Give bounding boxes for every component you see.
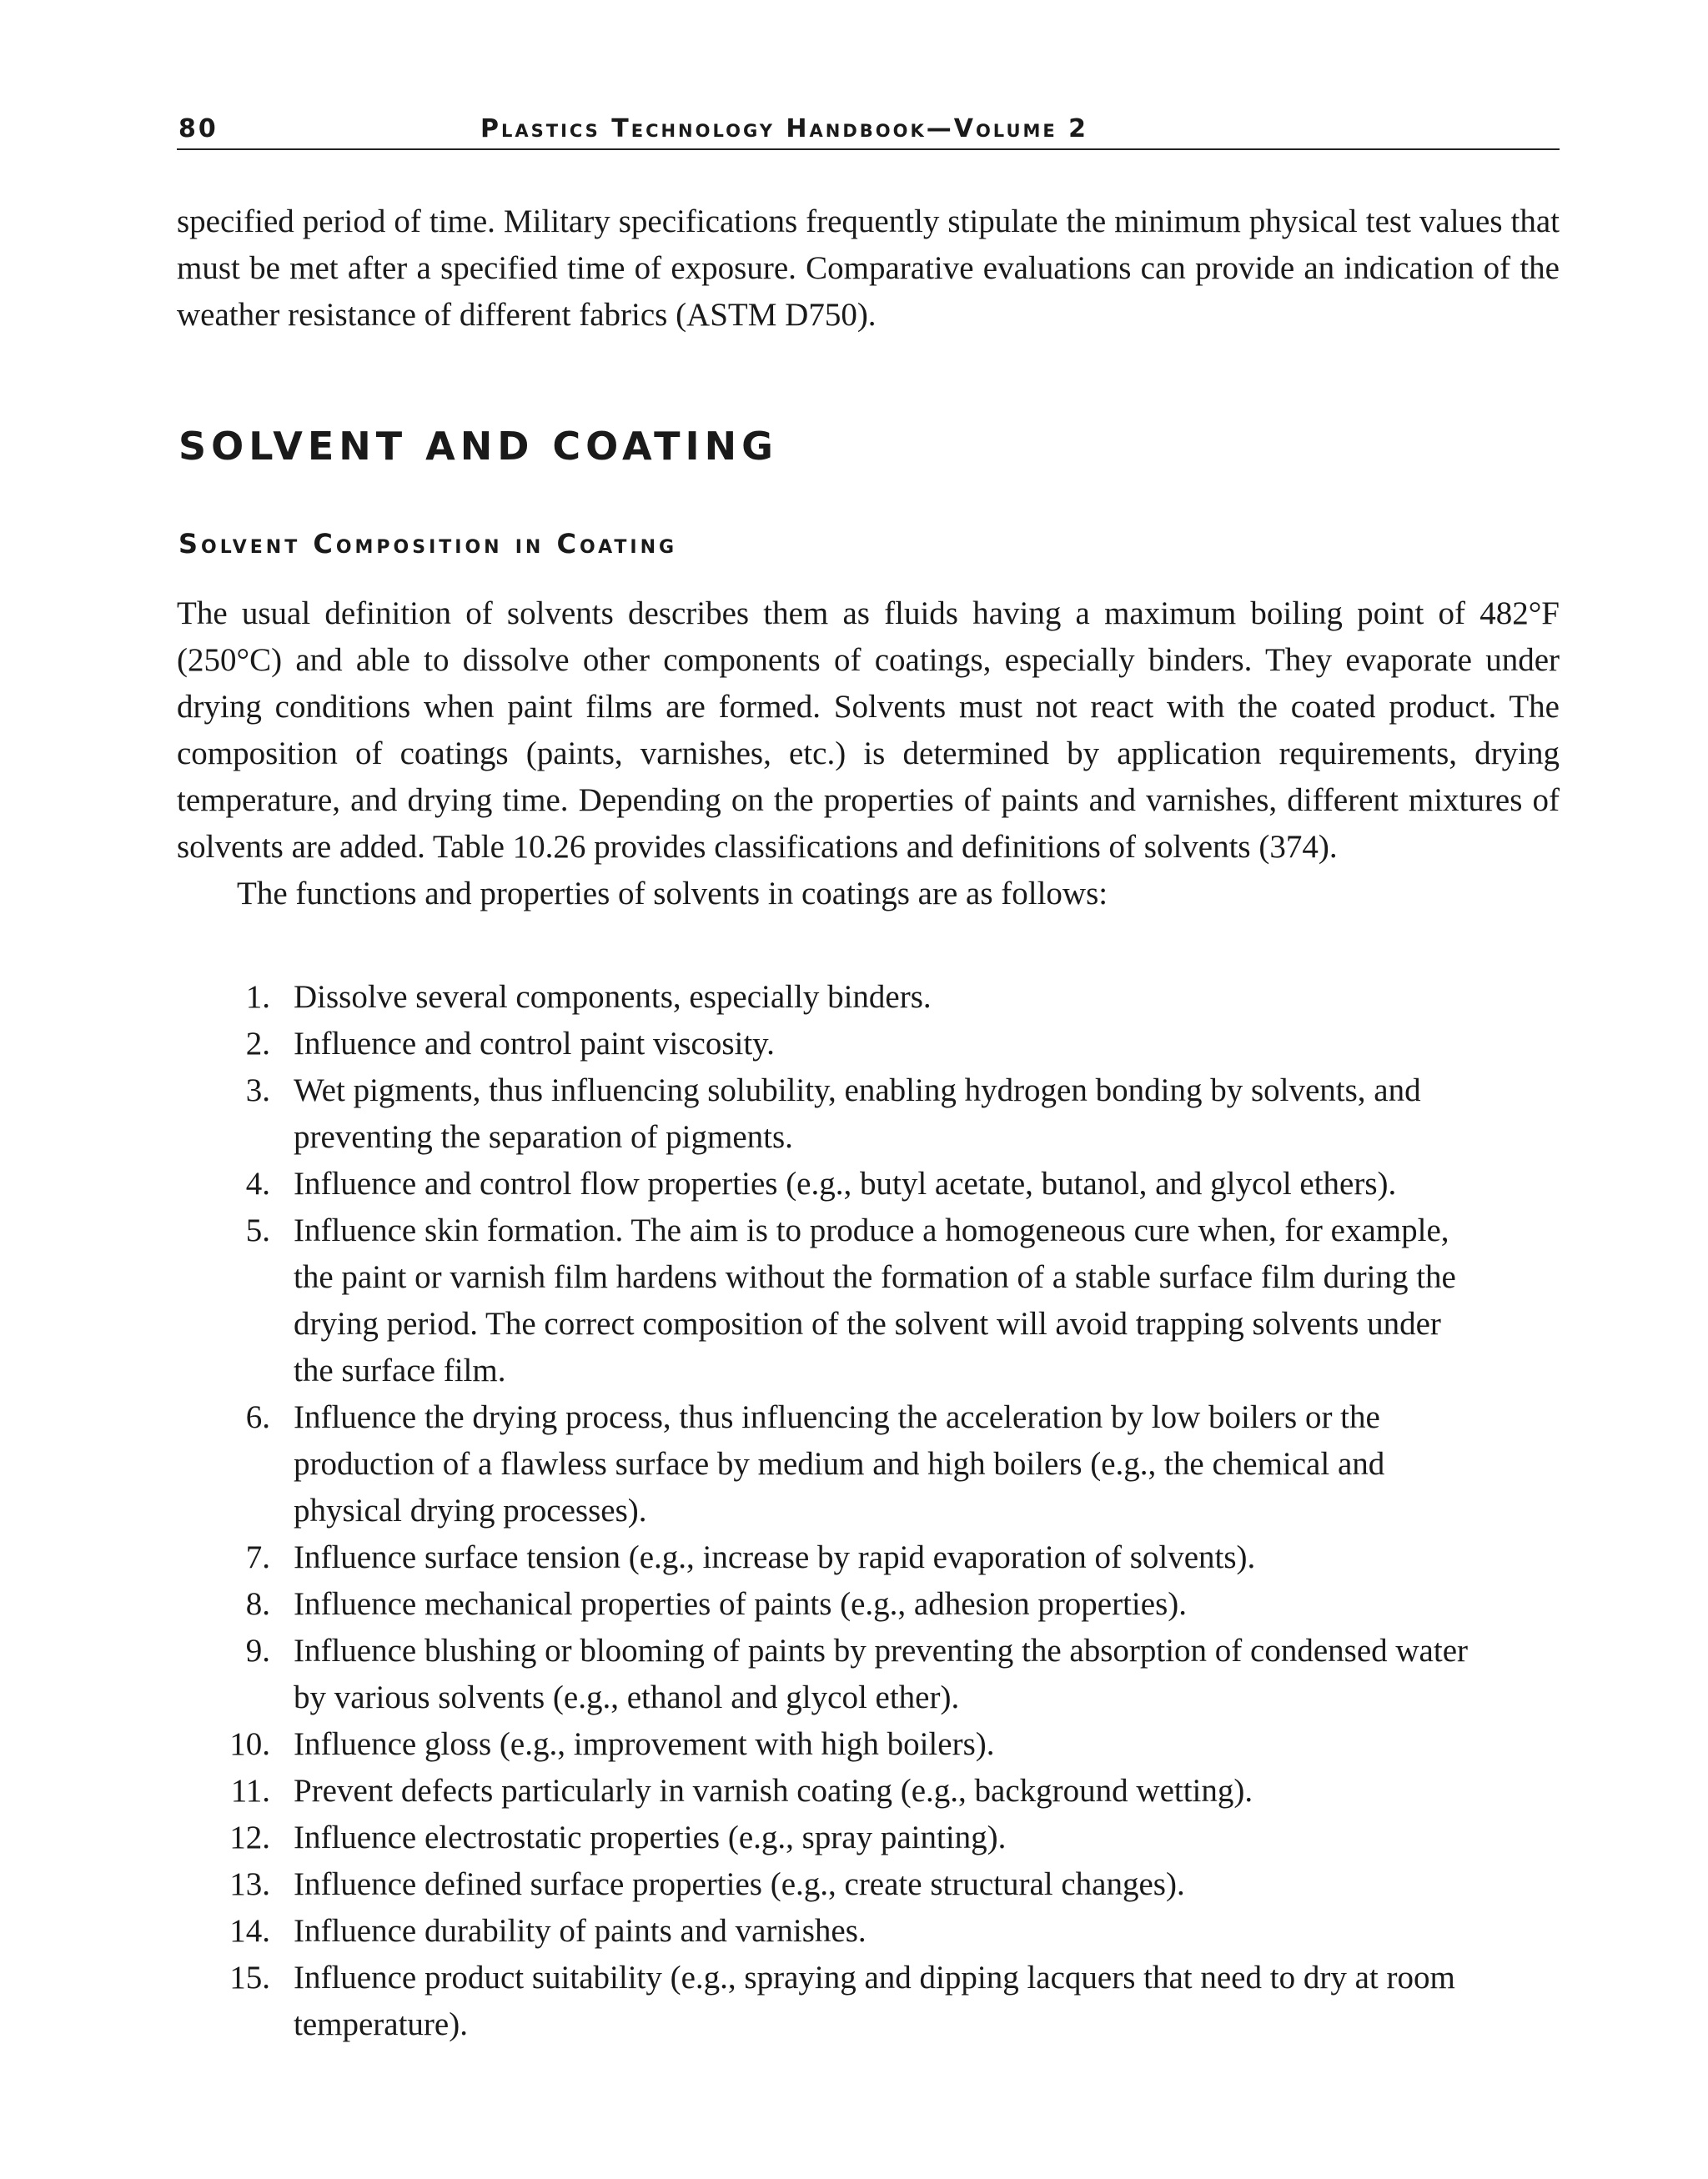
list-item-number: 1.: [245, 979, 270, 1015]
list-item-number: 5.: [245, 1213, 270, 1248]
list-item: [177, 1861, 1478, 1908]
section-heading: SOLVENT AND COATING: [178, 424, 778, 469]
list-item-text: Influence and control flow properties (e.g., butyl acetate, butanol, and glycol ethers).: [294, 1166, 1397, 1202]
list-item: [177, 1067, 1478, 1161]
list-item-number: 15.: [229, 1960, 270, 1996]
list-item-text: Influence defined surface properties (e.g., create structural changes).: [294, 1866, 1185, 1902]
page-header: [177, 115, 1560, 150]
list-item: [177, 1021, 1478, 1067]
list-item-text: Influence electrostatic properties (e.g., spray painting).: [294, 1820, 1007, 1855]
list-item: [177, 1161, 1478, 1207]
page-number: 80: [178, 114, 219, 143]
list-item-number: 14.: [229, 1913, 270, 1949]
functions-list: [177, 974, 1478, 2048]
list-item-text: Prevent defects particularly in varnish coating (e.g., background wetting).: [294, 1773, 1253, 1809]
list-item: [177, 1394, 1478, 1534]
list-item: [177, 1768, 1478, 1815]
list-item-number: 13.: [229, 1866, 270, 1902]
list-item-text: Influence durability of paints and varnishes.: [294, 1913, 867, 1949]
list-item-number: 6.: [245, 1399, 270, 1435]
list-item-number: 12.: [229, 1820, 270, 1855]
list-item: [177, 1721, 1478, 1768]
intro-paragraph: specified period of time. Military specifications frequently stipulate the minimum physical test values that must be met after a specified time of exposure. Comparative evaluations can provide an indication of the weather resistance of different fabrics (ASTM D750).: [177, 203, 1560, 333]
list-item-number: 9.: [245, 1633, 270, 1669]
list-item-text: Influence product suitability (e.g., spraying and dipping lacquers that need to dry at room temperature).: [294, 1960, 1455, 2042]
list-item-number: 7.: [245, 1539, 270, 1575]
list-item: [177, 974, 1478, 1021]
list-item-number: 10.: [229, 1726, 270, 1762]
running-title: Plastics Technology Handbook—Volume 2: [480, 114, 1089, 143]
list-item-text: Wet pigments, thus influencing solubility, enabling hydrogen bonding by solvents, and preventing the separation of pigments.: [294, 1072, 1421, 1155]
list-item: [177, 1955, 1478, 2048]
list-item: [177, 1207, 1478, 1394]
list-item-number: 3.: [245, 1072, 270, 1108]
list-item-text: Influence mechanical properties of paints (e.g., adhesion properties).: [294, 1586, 1187, 1622]
list-item-number: 2.: [245, 1026, 270, 1062]
list-item: [177, 1534, 1478, 1581]
functions-lead-paragraph: The functions and properties of solvents in coatings are as follows:: [237, 876, 1108, 911]
list-item-number: 8.: [245, 1586, 270, 1622]
list-item-text: Dissolve several components, especially binders.: [294, 979, 932, 1015]
list-item: [177, 1908, 1478, 1955]
list-item-text: Influence and control paint viscosity.: [294, 1026, 775, 1062]
list-item-text: Influence gloss (e.g., improvement with high boilers).: [294, 1726, 995, 1762]
list-item-number: 4.: [245, 1166, 270, 1202]
list-item-text: Influence the drying process, thus influencing the acceleration by low boilers or the production of a flawless surface by medium and high boilers (e.g., the chemical and physical drying processes).: [294, 1399, 1385, 1529]
list-item-text: Influence skin formation. The aim is to produce a homogeneous cure when, for example, the paint or varnish film hardens without the formation of a stable surface film during the drying period. The correct composition of the solvent will avoid trapping solvents under the surface film.: [294, 1213, 1456, 1388]
list-item-text: Influence surface tension (e.g., increase by rapid evaporation of solvents).: [294, 1539, 1256, 1575]
list-item: [177, 1581, 1478, 1628]
list-item: [177, 1628, 1478, 1721]
list-item-text: Influence blushing or blooming of paints by preventing the absorption of condensed water by various solvents (e.g., ethanol and glycol ether).: [294, 1633, 1468, 1715]
definition-paragraph: The usual definition of solvents describes them as fluids having a maximum boiling point of 482°F (250°C) and able to dissolve other components of coatings, especially binders. They evaporate under drying conditions when paint films are formed. Solvents must not react with the coated product. The composition of coatings (paints, varnishes, etc.) is determined by application requirements, drying temperature, and drying time. Depending on the properties of paints and varnishes, different mixtures of solvents are added. Table 10.26 provides classifications and definitions of solvents (374).: [177, 595, 1560, 865]
subsection-heading: Solvent Composition in Coating: [178, 528, 678, 560]
list-item: [177, 1815, 1478, 1861]
list-item-number: 11.: [230, 1773, 270, 1809]
